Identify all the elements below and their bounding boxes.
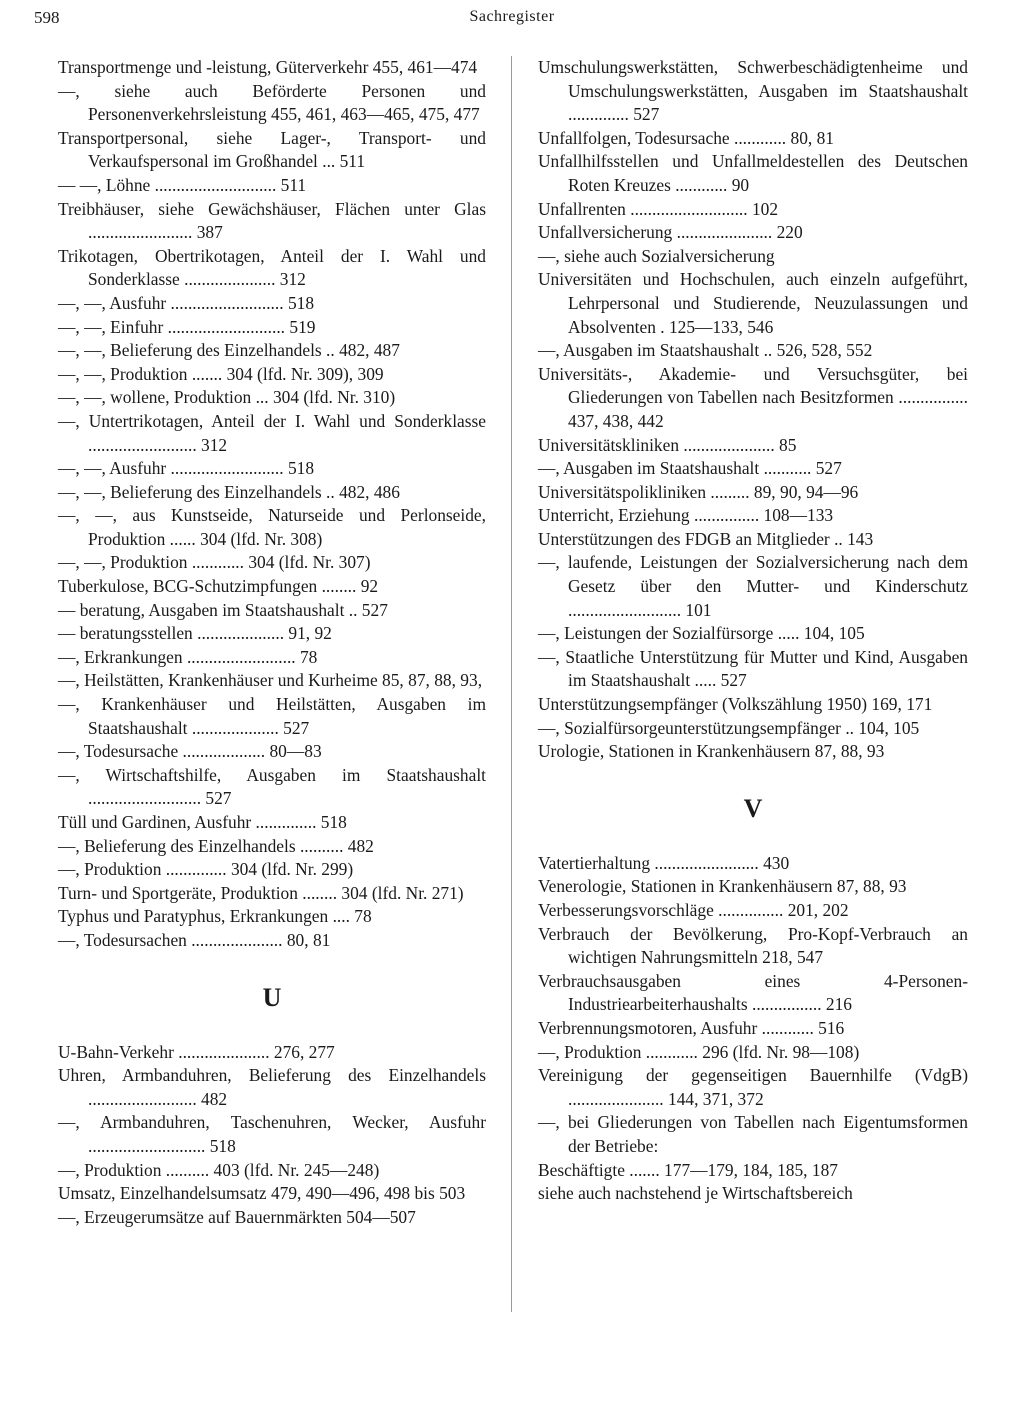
index-entry: —, —, Produktion ....... 304 (lfd. Nr. 309), 309	[58, 363, 384, 384]
index-entry: —, Leistungen der Sozialfürsorge ..... 104, 105	[538, 623, 865, 644]
right-entries-v	[538, 852, 968, 1206]
index-entry: — —, Löhne ............................ 511	[58, 174, 307, 195]
index-entry: —, siehe auch Beförderte Personen und Personenverkehrsleistung 455, 461, 463—465, 475, 477	[58, 80, 486, 125]
index-entry: —, —, Ausfuhr .......................... 518	[58, 458, 315, 479]
index-entry: Turn- und Sportgeräte, Produktion ........ 304 (lfd. Nr. 271)	[58, 882, 464, 903]
left-entries-u	[58, 1041, 486, 1230]
index-entry: —, Erzeugerumsätze auf Bauernmärkten 504—507	[58, 1206, 416, 1227]
index-entry: Typhus und Paratyphus, Erkrankungen .... 78	[58, 906, 372, 927]
index-entry: Universitätskliniken ..................... 85	[538, 434, 797, 455]
index-entry: Umschulungswerkstätten, Schwerbeschädigtenheime und Umschulungswerkstätten, Ausgaben im Staatshaushalt .............. 527	[538, 57, 968, 125]
index-entry: Tüll und Gardinen, Ausfuhr .............. 518	[58, 812, 347, 832]
index-entry: — beratungsstellen .................... 91, 92	[58, 623, 332, 644]
left-column	[58, 56, 486, 1229]
section-letter-u: U	[262, 982, 282, 1012]
index-entry: —, Produktion .......... 403 (lfd. Nr. 245—248)	[58, 1159, 380, 1180]
index-entry: Verbrauch der Bevölkerung, Pro-Kopf-Verbrauch an wichtigen Nahrungsmitteln 218, 547	[538, 923, 968, 968]
index-entry: —, bei Gliederungen von Tabellen nach Eigentumsformen der Betriebe:	[538, 1112, 968, 1156]
index-entry: Unterstützungsempfänger (Volkszählung 1950) 169, 171	[538, 694, 933, 715]
index-entry: —, —, Belieferung des Einzelhandels .. 482, 486	[58, 481, 400, 502]
index-entry: Trikotagen, Obertrikotagen, Anteil der I. Wahl und Sonderklasse ..................... 312	[58, 245, 486, 290]
index-entry: —, Produktion ............ 296 (lfd. Nr. 98—108)	[538, 1041, 860, 1062]
index-entry: Universitäts-, Akademie- und Versuchsgüter, bei Gliederungen von Tabellen nach Besitzformen ................ 437, 438, 442	[538, 363, 968, 431]
right-entries-u	[538, 56, 968, 764]
index-entry: —, —, Ausfuhr .......................... 518	[58, 292, 315, 313]
index-entry: Unfallrenten ........................... 102	[538, 198, 779, 219]
page-number: 598	[34, 8, 60, 27]
index-entry: —, —, aus Kunstseide, Naturseide und Perlonseide, Produktion ...... 304 (lfd. Nr. 308)	[58, 505, 486, 549]
index-entry: —, —, Produktion ............ 304 (lfd. Nr. 307)	[58, 552, 371, 573]
index-entry: Unfallversicherung ...................... 220	[538, 222, 803, 243]
index-entry: Universitäten und Hochschulen, auch einzeln aufgeführt, Lehrpersonal und Studierende, Neuzulassungen und Absolventen . 125—133, 546	[538, 269, 968, 337]
index-entry: —, Ausgaben im Staatshaushalt ........... 527	[538, 458, 842, 479]
index-entry: Transportpersonal, siehe Lager-, Transport- und Verkaufspersonal im Großhandel ... 511	[58, 127, 486, 172]
index-entry: Vereinigung der gegenseitigen Bauernhilfe (VdgB) ...................... 144, 371, 372	[538, 1065, 968, 1109]
index-entry: —, Untertrikotagen, Anteil der I. Wahl und Sonderklasse ......................... 312	[58, 410, 486, 455]
index-entry: Unterstützungen des FDGB an Mitglieder .. 143	[538, 528, 874, 549]
index-entry: Urologie, Stationen in Krankenhäusern 87, 88, 93	[538, 741, 885, 762]
index-entry: Treibhäuser, siehe Gewächshäuser, Flächen unter Glas ........................ 387	[58, 198, 486, 243]
index-entry: —, Todesursachen ..................... 80, 81	[58, 929, 331, 950]
index-entry: Unfallfolgen, Todesursache ............ 80, 81	[538, 127, 834, 148]
index-entry: —, Belieferung des Einzelhandels .......... 482	[58, 835, 374, 856]
right-column	[538, 56, 968, 1206]
index-entry: —, Produktion .............. 304 (lfd. Nr. 299)	[58, 859, 354, 880]
index-entry: —, Staatliche Unterstützung für Mutter und Kind, Ausgaben im Staatshaushalt ..... 527	[538, 646, 968, 691]
index-entry: —, Erkrankungen ......................... 78	[58, 646, 318, 667]
column-divider	[511, 56, 512, 1312]
index-entry: Umsatz, Einzelhandelsumsatz 479, 490—496, 498 bis 503	[58, 1183, 466, 1204]
index-entry: —, Ausgaben im Staatshaushalt .. 526, 528, 552	[538, 340, 873, 361]
index-entry: Vatertierhaltung ........................ 430	[538, 852, 790, 873]
index-entry: —, Heilstätten, Krankenhäuser und Kurheime 85, 87, 88, 93,	[58, 670, 483, 691]
index-entry: U-Bahn-Verkehr ..................... 276, 277	[58, 1041, 335, 1062]
index-entry: —, —, wollene, Produktion ... 304 (lfd. Nr. 310)	[58, 387, 396, 408]
index-entry: Verbrauchsausgaben eines 4-Personen-Industriearbeiterhaushalts ................ 216	[538, 970, 968, 1015]
index-entry: Verbesserungsvorschläge ............... 201, 202	[538, 900, 849, 920]
index-entry: —, Wirtschaftshilfe, Ausgaben im Staatshaushalt .......................... 527	[58, 764, 486, 809]
index-entry: Uhren, Armbanduhren, Belieferung des Einzelhandels ......................... 482	[58, 1065, 486, 1109]
index-entry: siehe auch nachstehend je Wirtschaftsbereich	[538, 1183, 853, 1204]
index-entry: —, Todesursache ................... 80—83	[58, 741, 322, 762]
index-entry: —, laufende, Leistungen der Sozialversicherung nach dem Gesetz über den Mutter- und Kinderschutz .......................... 101	[538, 552, 968, 620]
index-entry: Universitätspolikliniken ......... 89, 90, 94—96	[538, 481, 859, 502]
index-entry: Transportmenge und -leistung, Güterverkehr 455, 461—474	[58, 57, 478, 77]
index-entry: —, Sozialfürsorgeunterstützungsempfänger .. 104, 105	[538, 717, 920, 738]
index-entry: Tuberkulose, BCG-Schutzimpfungen ........ 92	[58, 576, 379, 597]
index-entry: Venerologie, Stationen in Krankenhäusern 87, 88, 93	[538, 876, 907, 897]
index-entry: Verbrennungsmotoren, Ausfuhr ............ 516	[538, 1017, 845, 1038]
page-header-title: Sachregister	[469, 8, 555, 25]
left-entries-t	[58, 56, 486, 953]
index-entry: Unterricht, Erziehung ............... 108—133	[538, 505, 834, 526]
index-entry: —, Armbanduhren, Taschenuhren, Wecker, Ausfuhr ........................... 518	[58, 1112, 486, 1156]
section-letter-v: V	[743, 793, 763, 823]
index-entry: —, siehe auch Sozialversicherung	[538, 245, 775, 266]
index-entry: Unfallhilfsstellen und Unfallmeldestellen des Deutschen Roten Kreuzes ............ 90	[538, 151, 968, 195]
index-entry: —, —, Belieferung des Einzelhandels .. 482, 487	[58, 340, 400, 361]
index-entry: —, —, Einfuhr ........................... 519	[58, 316, 316, 337]
index-entry: Beschäftigte ....... 177—179, 184, 185, 187	[538, 1159, 838, 1180]
index-entry: —, Krankenhäuser und Heilstätten, Ausgaben im Staatshaushalt .................... 527	[58, 694, 486, 738]
index-entry: — beratung, Ausgaben im Staatshaushalt .. 527	[58, 599, 388, 620]
